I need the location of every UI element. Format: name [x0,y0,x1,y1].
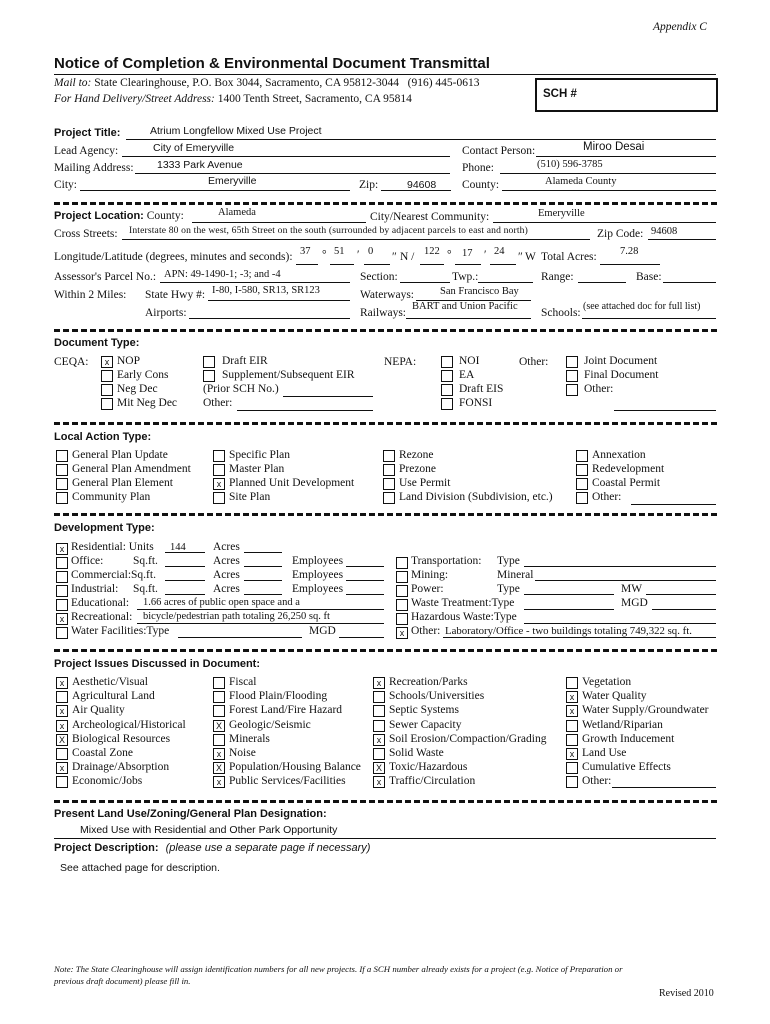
mail-to-line [54,77,479,89]
local-action-label: Land Division (Subdivision, etc.) [399,491,553,503]
local-action-checkbox[interactable] [56,464,68,476]
issue-label: Fiscal [229,676,257,688]
railways-label: Railways: [360,307,406,319]
office-employees-field[interactable] [346,553,384,567]
base-field[interactable] [663,269,716,283]
issue-label: Minerals [229,732,270,745]
issue-label: Sewer Capacity [389,718,462,731]
transportation-checkbox[interactable] [396,557,408,569]
other-doc-checkbox[interactable] [566,384,578,396]
nepa-label: NEPA: [384,356,417,368]
issue-label: Population/Housing Balance [229,761,361,774]
issue-label: Solid Waste [389,747,444,759]
nepa-option-label: NOI [459,355,480,367]
section-divider [54,422,717,425]
ceqa-label: CEQA: [54,356,89,368]
issue-checkbox[interactable] [566,720,578,732]
land-use-rule [54,838,716,839]
issue-label: Drainage/Absorption [72,761,170,774]
issue-label: Vegetation [582,676,632,688]
local-action-checkbox[interactable] [383,450,395,462]
hazardous-waste-checkbox[interactable] [396,613,408,625]
other-doc-checkbox[interactable] [566,356,578,368]
mining-checkbox[interactable] [396,571,408,583]
residential-label: Residential: Units [71,541,154,553]
office-sqft-label: Sq.ft. [133,555,158,567]
zip-value: 94608 [407,179,437,191]
land-use-heading: Present Land Use/Zoning/General Plan Designation: [54,808,327,820]
nepa-option-label: Draft EIS [459,383,504,395]
county-label: County: [462,179,500,191]
issue-checkbox[interactable]: x [213,748,225,760]
nepa-option-checkbox[interactable] [441,370,453,382]
community-value: Emeryville [538,208,585,219]
mail-to-label: Mail to: [54,77,92,89]
state-hwy-value: I-80, I-580, SR13, SR123 [212,285,320,296]
lat-min-value: 51 [334,246,345,257]
long-direction: W [525,251,536,263]
ceqa-option-checkbox[interactable] [101,370,113,382]
doc-other-label: Other: [203,397,233,409]
ceqa-option-label: Early Cons [117,369,169,381]
local-action-label: Rezone [399,449,434,461]
issue-checkbox[interactable] [213,705,225,717]
land-use-value: Mixed Use with Residential and Other Park Opportunity [80,824,338,836]
project-location-label: Project Location: [54,210,144,222]
lead-agency-label: Lead Agency: [54,145,119,157]
long-sec-symbol: ″ [518,251,523,263]
mailing-address-value: 1333 Park Avenue [157,159,243,171]
cross-streets-label: Cross Streets: [54,228,118,240]
issue-label: Noise [229,747,256,759]
railways-value: BART and Union Pacific [412,301,518,312]
educational-label: Educational: [71,597,130,609]
section-divider [54,649,717,652]
long-degree-symbol: ° [447,249,452,261]
water-facilities-checkbox[interactable] [56,627,68,639]
recreational-value: bicycle/pedestrian path totaling 26,250 sq. ft [143,611,330,622]
issue-checkbox[interactable] [213,734,225,746]
issue-label: Other: [582,775,612,788]
issue-checkbox[interactable]: x [566,705,578,717]
waste-treatment-label: Waste Treatment:Type [411,597,515,609]
lat-direction: N / [400,251,415,263]
issue-label: Coastal Zone [72,747,133,759]
residential-units-value: 144 [170,542,186,553]
industrial-checkbox[interactable] [56,585,68,597]
schools-label: Schools: [541,307,581,319]
issue-checkbox[interactable] [56,776,68,788]
recreational-checkbox[interactable]: x [56,613,68,625]
sch-number-box[interactable] [535,78,718,112]
office-acres-label: Acres [213,555,240,567]
commercial-employees-label: Employees [292,569,344,581]
ceqa-option-label: Neg Dec [117,383,158,395]
issue-checkbox[interactable] [213,677,225,689]
issue-label: Geologic/Seismic [229,718,311,731]
local-action-label: Other: [592,491,622,503]
issue-checkbox[interactable]: x [373,734,385,746]
power-checkbox[interactable] [396,585,408,597]
issue-checkbox[interactable] [566,734,578,746]
apn-label: Assessor's Parcel No.: [54,271,157,283]
section-divider [54,202,717,205]
industrial-acres-field[interactable] [244,581,282,595]
other-doc-field[interactable] [614,397,716,411]
issue-checkbox[interactable] [213,691,225,703]
industrial-employees-label: Employees [292,583,344,595]
local-action-checkbox[interactable]: x [213,478,225,490]
issue-checkbox[interactable] [56,691,68,703]
office-checkbox[interactable] [56,557,68,569]
issue-label: Soil Erosion/Compaction/Grading [389,732,547,745]
appendix-label: Appendix C [653,21,707,33]
issue-label: Water Quality [582,690,647,703]
local-action-label: Master Plan [229,463,285,475]
issue-label: Forest Land/Fire Hazard [229,704,343,717]
section-field[interactable] [400,269,450,283]
range-label: Range: [541,271,574,283]
waterways-value: San Francisco Bay [440,286,519,297]
mineral-label: Mineral [497,569,534,581]
twp-label: Twp.: [452,271,479,283]
nepa-option-checkbox[interactable] [441,384,453,396]
project-title-value: Atrium Longfellow Mixed Use Project [150,125,322,137]
project-description-value: See attached page for description. [60,862,220,874]
local-action-checkbox[interactable] [383,492,395,504]
lat-sec-value: 0 [368,246,374,257]
issue-label: Schools/Universities [389,690,485,703]
ceqa-option-checkbox[interactable]: x [101,356,113,368]
other-doc-checkbox[interactable] [566,370,578,382]
recreational-label: Recreational: [71,611,133,623]
issue-checkbox[interactable]: x [56,762,68,774]
local-action-checkbox[interactable] [213,464,225,476]
water-facilities-type-field[interactable] [178,624,302,638]
issue-checkbox[interactable]: x [373,776,385,788]
dev-other-value: Laboratory/Office - two buildings totaling 749,322 sq. ft. [445,625,692,637]
contact-person-value: Miroo Desai [583,141,645,153]
mail-address: State Clearinghouse, P.O. Box 3044, Sacramento, CA 95812-3044 [94,77,399,89]
revised-label: Revised 2010 [659,988,714,999]
residential-acres-field[interactable] [244,539,282,553]
nepa-option-label: FONSI [459,397,493,409]
issue-checkbox[interactable]: X [213,762,225,774]
city-value: Emeryville [208,175,257,187]
other-doc-label: Joint Document [584,355,658,367]
industrial-sqft-label: Sq.ft. [133,583,158,595]
local-action-label: General Plan Element [72,477,173,489]
commercial-employees-field[interactable] [346,567,384,581]
total-acres-value: 7.28 [620,246,639,257]
footer-note-line2: previous draft document) please fill in. [54,976,191,986]
dev-other-checkbox[interactable]: x [396,627,408,639]
long-min-value: 17 [462,248,473,259]
local-action-heading: Local Action Type: [54,431,152,443]
hand-delivery-line [54,93,412,105]
mailing-address-label: Mailing Address: [54,162,134,174]
local-action-label: Specific Plan [229,449,290,461]
educational-checkbox[interactable] [56,599,68,611]
commercial-acres-field[interactable] [244,567,282,581]
issue-checkbox[interactable]: X [56,734,68,746]
issue-label: Biological Resources [72,732,171,745]
other-doc-label: Final Document [584,369,659,381]
industrial-label: Industrial: [71,583,119,595]
minute-symbol: ′ [357,249,360,261]
location-county-value: Alameda [218,207,256,218]
zip-code-label: Zip Code: [597,228,644,240]
community-field[interactable] [493,209,716,223]
local-action-checkbox[interactable] [576,450,588,462]
contact-person-label: Contact Person: [462,145,536,157]
local-action-label: Coastal Permit [592,477,661,489]
local-action-checkbox[interactable] [56,478,68,490]
issue-checkbox[interactable] [373,720,385,732]
location-county-label: County: [146,210,184,222]
water-mgd-field[interactable] [339,624,384,638]
issue-label: Traffic/Circulation [389,775,476,788]
local-action-label: Site Plan [229,491,271,503]
issue-checkbox[interactable] [373,705,385,717]
issue-checkbox[interactable]: x [566,691,578,703]
power-mw-label: MW [621,583,643,595]
project-issues-heading: Project Issues Discussed in Document: [54,658,261,670]
project-description-hint: (please use a separate page if necessary) [165,842,371,854]
section-divider [54,513,717,516]
local-action-label: Community Plan [72,491,151,503]
issue-checkbox[interactable] [566,762,578,774]
nepa-option-checkbox[interactable] [441,398,453,410]
local-action-label: General Plan Update [72,449,168,461]
development-type-heading: Development Type: [54,522,155,534]
state-hwy-label: State Hwy #: [145,289,206,301]
issue-label: Air Quality [72,704,125,717]
issue-checkbox[interactable]: x [56,705,68,717]
nepa-option-label: EA [459,369,475,381]
residential-checkbox[interactable]: x [56,543,68,555]
issue-label: Aesthetic/Visual [72,676,148,688]
power-type-label: Type [497,583,520,595]
power-label: Power: [411,583,444,595]
office-label: Office: [71,555,104,567]
lat-sec-symbol: ″ [392,251,397,263]
issue-checkbox[interactable] [56,748,68,760]
ceqa-option-checkbox[interactable] [101,384,113,396]
twp-field[interactable] [478,269,533,283]
transportation-label: Transportation: [411,555,482,567]
waste-treatment-checkbox[interactable] [396,599,408,611]
doc-other-field[interactable] [237,397,373,411]
document-type-heading: Document Type: [54,337,140,349]
issue-checkbox[interactable]: X [373,762,385,774]
commercial-acres-label: Acres [213,569,240,581]
zip-label: Zip: [359,179,379,191]
local-action-checkbox[interactable] [576,478,588,490]
issues-other-field[interactable] [612,774,716,788]
waste-mgd-label: MGD [621,597,648,609]
office-sqft-field[interactable] [165,553,205,567]
hand-delivery-address: 1400 Tenth Street, Sacramento, CA 95814 [217,93,412,105]
commercial-sqft-field[interactable] [165,567,205,581]
office-employees-label: Employees [292,555,344,567]
lat-deg-value: 37 [300,246,311,257]
local-action-label: Prezone [399,463,437,475]
sch-label: SCH # [543,88,577,100]
issue-label: Flood Plain/Flooding [229,690,328,703]
hazardous-waste-field[interactable] [524,610,716,624]
doc-other-heading: Other: [519,356,549,368]
waterways-label: Waterways: [360,289,414,301]
base-label: Base: [636,271,662,283]
project-location-line [54,210,184,222]
issue-checkbox[interactable]: x [56,677,68,689]
within-2-miles-label: Within 2 Miles: [54,289,127,301]
title-rule [54,74,716,75]
footer-note: Note: The State Clearinghouse will assign identification numbers for all new projects. If a SCH number already exists for a project (e.g. Notice of Preparation or [54,964,623,974]
issue-label: Water Supply/Groundwater [582,704,709,717]
section-label: Section: [360,271,398,283]
form-title: Notice of Completion & Environmental Document Transmittal [54,55,490,72]
issue-checkbox[interactable]: X [213,720,225,732]
office-acres-field[interactable] [244,553,282,567]
industrial-employees-field[interactable] [346,581,384,595]
issue-label: Cumulative Effects [582,761,671,774]
local-action-label: Annexation [592,449,646,461]
county-value: Alameda County [545,176,617,187]
power-type-field[interactable] [524,581,614,595]
long-sec-value: 24 [494,246,505,257]
airports-field[interactable] [189,305,350,319]
mining-label: Mining: [411,569,449,581]
ceqa-option-checkbox[interactable] [101,398,113,410]
zip-code-value: 94608 [651,226,678,237]
other-doc-label: Other: [584,383,614,395]
ceqa-option-label: Mit Neg Dec [117,397,178,409]
local-action-checkbox[interactable] [56,450,68,462]
power-mw-field[interactable] [646,581,716,595]
issue-label: Septic Systems [389,704,459,717]
lead-agency-value: City of Emeryville [153,142,235,154]
transportation-type-label: Type [497,555,520,567]
issue-label: Economic/Jobs [72,775,143,788]
industrial-acres-label: Acres [213,583,240,595]
draft-eir-label: Draft EIR [222,355,268,367]
hand-delivery-label: For Hand Delivery/Street Address: [54,93,215,105]
community-label: City/Nearest Community: [370,211,490,223]
prior-sch-field[interactable] [283,383,373,397]
issue-label: Land Use [582,747,627,759]
draft-eir-checkbox[interactable] [203,356,215,368]
issue-checkbox[interactable] [373,691,385,703]
local-action-label: Redevelopment [592,463,665,475]
issue-label: Wetland/Riparian [582,718,663,731]
local-action-checkbox[interactable] [383,464,395,476]
dev-other-label: Other: [411,625,441,637]
transportation-type-field[interactable] [524,553,716,567]
latlong-label: Longitude/Latitude (degrees, minutes and seconds): [54,251,293,263]
project-description-label: Project Description: [54,842,159,854]
issue-checkbox[interactable]: x [213,776,225,788]
local-action-checkbox[interactable] [213,450,225,462]
water-facilities-label: Water Facilities:Type [71,625,170,637]
educational-value: 1.66 acres of public open space and a [143,597,300,608]
mineral-field[interactable] [535,567,716,581]
prior-sch-label: (Prior SCH No.) [203,383,279,395]
ceqa-option-label: NOP [117,355,141,367]
supplement-eir-label: Supplement/Subsequent EIR [222,369,355,381]
phone-value: (510) 596-3785 [537,159,603,170]
section-divider [54,329,717,332]
local-action-checkbox[interactable] [383,478,395,490]
water-mgd-label: MGD [309,625,336,637]
waste-treatment-field[interactable] [524,596,614,610]
issue-checkbox[interactable] [566,776,578,788]
issue-label: Agricultural Land [72,690,155,703]
nepa-option-checkbox[interactable] [441,356,453,368]
schools-value: (see attached doc for full list) [583,301,701,312]
issue-label: Public Services/Facilities [229,775,346,788]
section-divider [54,800,717,803]
local-action-checkbox[interactable] [213,492,225,504]
supplement-eir-checkbox[interactable] [203,370,215,382]
issue-label: Toxic/Hazardous [389,761,468,774]
issue-label: Recreation/Parks [389,676,468,688]
local-action-checkbox[interactable] [56,492,68,504]
local-action-label: Planned Unit Development [229,477,355,489]
issue-checkbox[interactable]: x [566,748,578,760]
local-action-label: General Plan Amendment [72,463,191,475]
local-action-checkbox[interactable] [576,492,588,504]
issue-label: Archeological/Historical [72,718,186,731]
phone-label: Phone: [462,162,494,174]
long-deg-value: 122 [424,246,440,257]
degree-symbol: ° [322,249,327,261]
cross-streets-value: Interstate 80 on the west, 65th Street on the south (surrounded by adjacent parcels to east and north) [129,225,528,236]
apn-value: APN: 49-1490-1; -3; and -4 [164,269,281,280]
local-action-checkbox[interactable] [576,464,588,476]
residential-acres-label: Acres [213,541,240,553]
issue-checkbox[interactable] [373,748,385,760]
commercial-checkbox[interactable] [56,571,68,583]
project-description-line [54,842,370,854]
local-other-field[interactable] [631,491,716,505]
phone-field[interactable] [500,160,716,174]
issue-label: Growth Inducement [582,732,675,745]
local-action-label: Use Permit [399,477,451,489]
range-field[interactable] [578,269,626,283]
total-acres-label: Total Acres: [541,251,597,263]
airports-label: Airports: [145,307,187,319]
commercial-label: Commercial:Sq.ft. [71,569,156,581]
issue-checkbox[interactable]: x [56,720,68,732]
project-title-label: Project Title: [54,127,121,139]
long-minute-symbol: ′ [484,249,487,261]
hazardous-waste-label: Hazardous Waste:Type [411,611,517,623]
industrial-sqft-field[interactable] [165,581,205,595]
issue-checkbox[interactable]: x [373,677,385,689]
mail-phone: (916) 445-0613 [407,77,480,89]
issue-checkbox[interactable] [566,677,578,689]
city-label: City: [54,179,78,191]
waste-mgd-field[interactable] [652,596,716,610]
